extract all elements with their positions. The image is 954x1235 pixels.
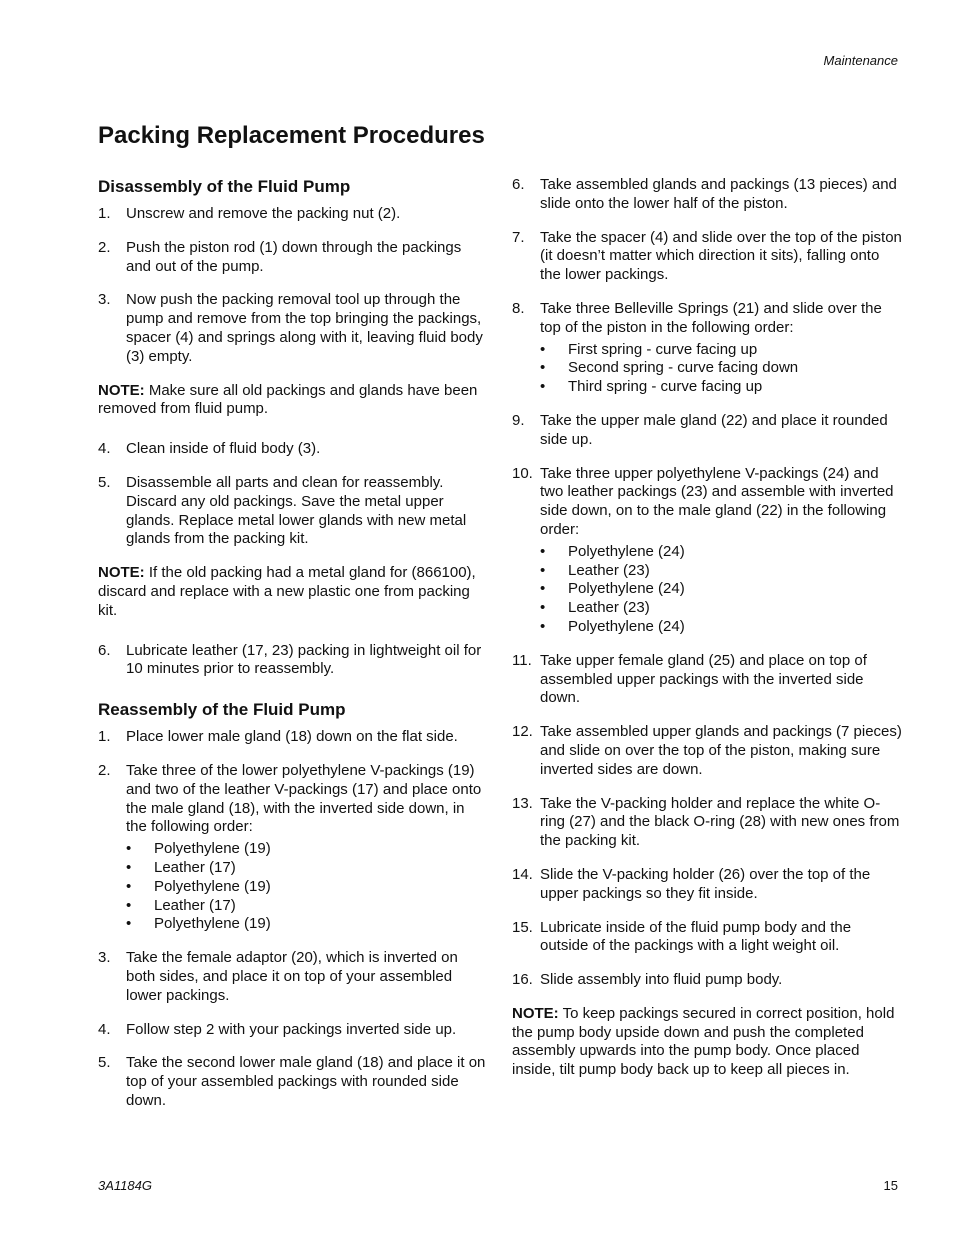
step-text: Place lower male gland (18) down on the flat side. [126, 728, 458, 746]
bullet-icon: • [540, 542, 546, 560]
note-1 [98, 382, 486, 420]
note-3 [512, 1005, 902, 1080]
bullet-text: Leather (23) [568, 561, 650, 579]
bullet-list [540, 543, 902, 637]
bullet-item [126, 859, 486, 878]
step-number: 5. [98, 1054, 111, 1072]
step-number: 12. [512, 723, 533, 741]
step-number: 4. [98, 440, 111, 458]
list-item [98, 239, 486, 277]
step-body [540, 971, 902, 990]
reassembly-steps-left [98, 728, 486, 1111]
bullet-item [540, 378, 902, 397]
list-item [512, 465, 902, 637]
list-item [512, 795, 902, 851]
bullet-icon: • [126, 896, 132, 914]
step-number: 1. [98, 728, 111, 746]
step-number: 15. [512, 918, 533, 936]
list-item [98, 440, 486, 459]
step-number: 5. [98, 473, 111, 491]
list-item [512, 300, 902, 397]
step-number: 2. [98, 238, 111, 256]
step-body [540, 652, 902, 708]
step-body [540, 795, 902, 851]
note-text: If the old packing had a metal gland for (866100), discard and replace with a new plastic one from packing kit. [98, 564, 476, 619]
step-body [126, 728, 486, 747]
bullet-icon: • [126, 858, 132, 876]
disassembly-steps-a [98, 205, 486, 367]
bullet-list [126, 840, 486, 934]
bullet-text: Third spring - curve facing up [568, 378, 763, 396]
list-item [512, 971, 902, 990]
disassembly-steps-b [98, 440, 486, 549]
step-number: 10. [512, 464, 533, 482]
step-text: Take upper female gland (25) and place on top of assembled upper packings with the inverted side down. [540, 651, 867, 707]
right-column [512, 176, 902, 1101]
list-item [98, 642, 486, 680]
note-label: NOTE: [98, 381, 145, 399]
disassembly-heading: Disassembly of the Fluid Pump [98, 177, 351, 196]
bullet-text: Leather (17) [154, 858, 236, 876]
step-text: Take the second lower male gland (18) and place it on top of your assembled packings with rounded side down. [126, 1054, 486, 1109]
step-text: Unscrew and remove the packing nut (2). [126, 205, 401, 222]
bullet-item [540, 562, 902, 581]
list-item [98, 1054, 486, 1110]
reassembly-heading: Reassembly of the Fluid Pump [98, 700, 346, 720]
bullet-text: Polyethylene (19) [154, 877, 271, 895]
step-text: Take the upper male gland (22) and place it rounded side up. [540, 411, 888, 448]
step-text: Take three of the lower polyethylene V-packings (19) and two of the leather V-packings (17) and place onto the male gland (18), with the inverted side down, in the following order: [126, 761, 482, 836]
bullet-icon: • [540, 359, 546, 377]
step-body [126, 1054, 486, 1110]
step-body [126, 205, 486, 224]
bullet-icon: • [540, 580, 546, 598]
step-number: 8. [512, 299, 525, 317]
bullet-item [540, 599, 902, 618]
bullet-icon: • [540, 617, 546, 635]
step-body [540, 723, 902, 779]
note-label: NOTE: [512, 1004, 559, 1022]
list-item [512, 866, 902, 904]
step-body [126, 474, 486, 549]
bullet-text: Leather (23) [568, 599, 650, 617]
step-text: Take the V-packing holder and replace the white O-ring (27) and the black O-ring (28) with new ones from the packing kit. [540, 794, 900, 850]
bullet-icon: • [540, 378, 546, 396]
bullet-icon: • [126, 877, 132, 895]
step-text: Slide the V-packing holder (26) over the top of the upper packings so they fit inside. [540, 865, 871, 902]
bullet-text: Polyethylene (19) [154, 915, 271, 933]
bullet-item [540, 618, 902, 637]
step-number: 13. [512, 794, 533, 812]
step-number: 2. [98, 761, 111, 779]
step-text: Slide assembly into fluid pump body. [540, 971, 783, 989]
bullet-item [540, 543, 902, 562]
bullet-text: Polyethylene (24) [568, 580, 685, 598]
step-number: 16. [512, 971, 533, 989]
step-body [540, 229, 902, 285]
page-number: 15 [883, 1178, 898, 1193]
step-body [540, 412, 902, 450]
step-body [540, 919, 902, 957]
bullet-text: Polyethylene (24) [568, 542, 685, 560]
step-number: 7. [512, 228, 525, 246]
step-text: Disassemble all parts and clean for reassembly. Discard any old packings. Save the metal upper glands. Replace metal lower glands with new metal glands from the packing kit. [126, 473, 467, 548]
section-header: Maintenance [823, 53, 898, 68]
bullet-item [126, 897, 486, 916]
step-body [126, 1021, 486, 1040]
step-number: 14. [512, 865, 533, 883]
note-2 [98, 564, 486, 620]
reassembly-steps-right [512, 176, 902, 990]
list-item [98, 1021, 486, 1040]
bullet-text: First spring - curve facing up [568, 340, 758, 358]
bullet-item [126, 840, 486, 859]
note-text: To keep packings secured in correct position, hold the pump body upside down and push the completed assembly upwards into the pump body. Once placed inside, tilt pump body back up to keep all pieces in. [512, 1004, 895, 1079]
page-title: Packing Replacement Procedures [98, 122, 485, 149]
list-item [98, 291, 486, 366]
step-text: Follow step 2 with your packings inverted side up. [126, 1020, 457, 1038]
step-number: 9. [512, 411, 525, 429]
step-number: 3. [98, 291, 111, 309]
bullet-text: Second spring - curve facing down [568, 359, 799, 377]
bullet-icon: • [126, 840, 132, 858]
list-item [98, 474, 486, 549]
step-text: Take the spacer (4) and slide over the top of the piston (it doesn’t matter which direction it sits), falling onto the lower packings. [540, 228, 902, 284]
step-text: Push the piston rod (1) down through the packings and out of the pump. [126, 238, 462, 275]
step-text: Take assembled glands and packings (13 pieces) and slide onto the lower half of the piston. [540, 176, 897, 212]
step-body [126, 291, 486, 366]
note-text: Make sure all old packings and glands have been removed from fluid pump. [98, 381, 478, 418]
step-number: 11. [512, 651, 532, 669]
list-item [512, 652, 902, 708]
step-body [126, 642, 486, 680]
list-item [512, 919, 902, 957]
step-number: 6. [512, 176, 525, 193]
bullet-icon: • [540, 561, 546, 579]
step-body [126, 440, 486, 459]
step-text: Lubricate leather (17, 23) packing in lightweight oil for 10 minutes prior to reassembly. [126, 641, 482, 678]
step-text: Clean inside of fluid body (3). [126, 440, 321, 458]
bullet-item [540, 580, 902, 599]
step-text: Take three upper polyethylene V-packings (24) and two leather packings (23) and assemble with inverted side down, on to the male gland (22) in the following order: [540, 464, 894, 538]
step-number: 3. [98, 949, 111, 967]
step-text: Take three Belleville Springs (21) and slide over the top of the piston in the following order: [540, 299, 882, 336]
left-column [98, 176, 486, 1126]
bullet-list [540, 341, 902, 397]
step-body [540, 866, 902, 904]
disassembly-steps-c [98, 642, 486, 680]
step-body [126, 239, 486, 277]
step-body [126, 762, 486, 934]
step-number: 4. [98, 1020, 111, 1038]
list-item [512, 412, 902, 450]
note-label: NOTE: [98, 564, 145, 582]
bullet-item [540, 359, 902, 378]
step-text: Take assembled upper glands and packings (7 pieces) and slide on over the top of the piston, making sure inverted sides are down. [540, 723, 902, 778]
list-item [512, 176, 902, 214]
step-number: 6. [98, 641, 111, 659]
step-number: 1. [98, 205, 111, 222]
list-item [98, 205, 486, 224]
bullet-item [540, 341, 902, 360]
step-text: Take the female adaptor (20), which is inverted on both sides, and place it on top of your assembled lower packings. [126, 949, 458, 1004]
bullet-text: Polyethylene (24) [568, 617, 685, 635]
document-number: 3A1184G [98, 1178, 152, 1193]
bullet-icon: • [126, 915, 132, 933]
bullet-icon: • [540, 599, 546, 617]
list-item [98, 762, 486, 934]
step-text: Lubricate inside of the fluid pump body and the outside of the packings with a light weight oil. [540, 918, 852, 955]
step-body [126, 949, 486, 1005]
list-item [512, 723, 902, 779]
step-body [540, 300, 902, 397]
step-body [540, 176, 902, 214]
bullet-item [126, 915, 486, 934]
bullet-text: Leather (17) [154, 896, 236, 914]
bullet-icon: • [540, 340, 546, 358]
bullet-text: Polyethylene (19) [154, 840, 271, 858]
step-text: Now push the packing removal tool up through the pump and remove from the top bringing the packings, spacer (4) and springs along with it, leaving fluid body (3) empty. [126, 291, 483, 365]
list-item [98, 949, 486, 1005]
list-item [512, 229, 902, 285]
list-item [98, 728, 486, 747]
bullet-item [126, 878, 486, 897]
step-body [540, 465, 902, 637]
